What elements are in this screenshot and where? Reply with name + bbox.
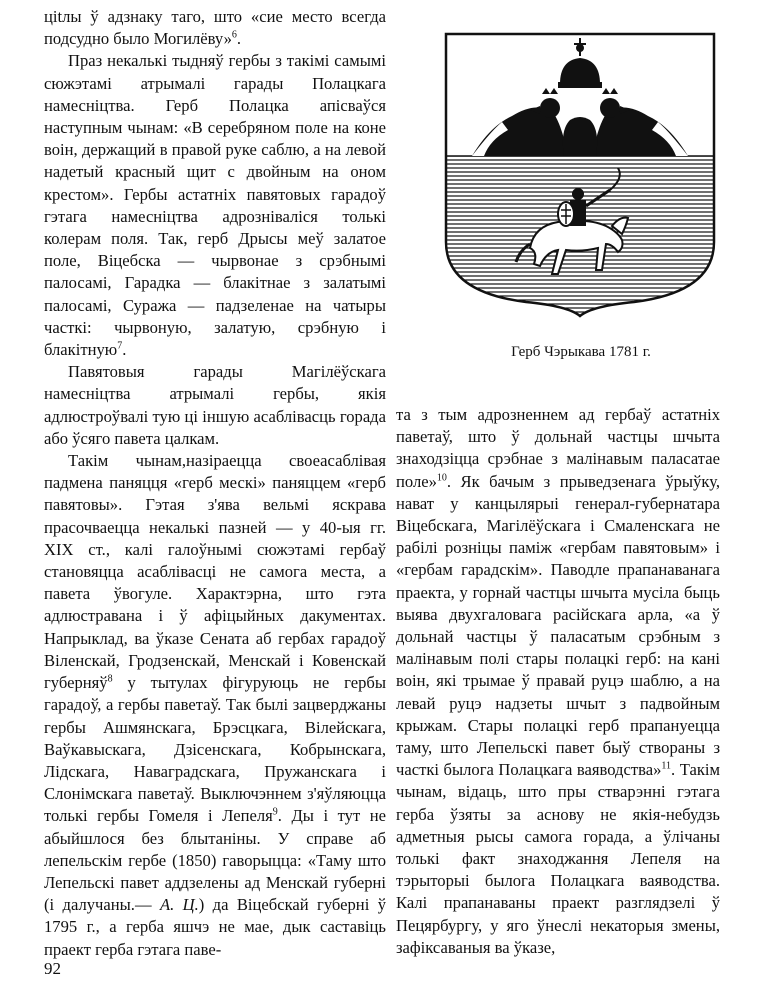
paragraph-text: . Як бачым з прыведзенага ўрыўку, нават у канцылярыі генерал-губернатара Віцебскага, Магілёўскага і Смаленскага не рабілі розніцы паміж «гербам павятовым» і «гербам гарадскім». Паводле прапанаванага праекта, у горнай частцы шчыта мусіла быць выява двухгаловага расійскага арла, «а ў дольнай частцы ў паласатым срэбным з малінавым полі стары полацкі герб: на кані воін, які трымае ў правай руцэ шаблю, а на левай руцэ надзеты шчыт з падвойным крыжам. Стары полацкі герб прапануецца таму, што Лепельскі павет быў створаны з часткі былога Полацкага ваяводства» <box>396 471 720 780</box>
paragraph <box>44 450 386 961</box>
footnote-ref[interactable]: 8 <box>107 673 113 685</box>
paragraph-text: ) да Віцебскай губерні ў 1795 г., а герба яшчэ не мае, дык саставіць праект герба гэтага паве- <box>44 895 386 959</box>
footnote-ref[interactable]: 7 <box>117 340 123 352</box>
paragraph <box>44 6 386 50</box>
paragraph-text: . <box>122 340 127 360</box>
paragraph-text: . <box>236 29 242 49</box>
right-column <box>396 404 720 959</box>
paragraph-text: ціtлы ў адзнаку таго, што «сие место всегда подсудно было Могилёву» <box>44 7 386 49</box>
paragraph: Павятовыя гарады Магілёўскага намесніцтва атрымалі гербы, якія адлюстроўвалі тую ці іншую асаблівасць горада або ўсяго павета цалкам. <box>44 362 386 448</box>
footnote-ref[interactable]: 10 <box>436 472 447 484</box>
paragraph <box>44 50 386 361</box>
paragraph-text: . Ды і тут не абыйшлося без блытаніны. У справе аб лепельскім гербе (1850) гаворыцца: «Таму што Лепельскі павет аддзелены ад Менскай губерні (і далучаны.— <box>44 806 386 915</box>
page-number: 92 <box>44 959 61 978</box>
paragraph-text: у тытулах фігуруюць не гербы гарадоў, а гербы паветаў. Так былі зацверджаны гербы Ашмянскага, Брэсцкага, Вілейскага, Ваўкавыскага, Дзісенскага, Кобрынскага, Лідскага, Наваградскага, Пружанскага і Слонімскага паветаў. Выключэннем з'яўляюцца толькі гербы Гомеля і Лепеля <box>44 673 386 826</box>
author-initials: А. Ц. <box>159 895 199 915</box>
footnote-ref[interactable]: 9 <box>272 806 278 818</box>
paragraph-text: Такім чынам,назіраецца своеасаблівая падмена паняцця «герб мескі» паняццем «герб павятовы». Гэтая з'ява вельмі яскрава прасочваецца некалькі пазней — у 40-ыя гг. XIX ст., калі галоўнымі сюжэтамі гербаў становяцца асаблівасці не самога места, а павета ўвогуле. Характэрна, што гэта адлюстравана і ў афіцыйных дакументах. Напрыклад, ва ўказе Сената аб гербах гарадоў Віленскай, Гродзенскай, Менскай і Ковенскай губерняў <box>44 451 386 693</box>
paragraph <box>396 404 720 959</box>
footnote-ref[interactable]: 11 <box>661 760 672 772</box>
footnote-ref[interactable]: 6 <box>231 29 237 41</box>
paragraph-text: та з тым адрозненнем ад гербаў астатніх паветаў, што ў дольнай частцы шчыта знаходзіцца срэбнае з малінавым паласатае поле» <box>396 405 720 491</box>
coat-of-arms-figure <box>442 30 718 318</box>
coat-of-arms-icon <box>442 30 718 318</box>
figure-caption: Герб Чэрыкава 1781 г. <box>511 344 651 360</box>
paragraph-text: . Такім чынам, відаць, што пры стварэнні гэтага герба ўзяты за аснову не якія-небудзь адметныя рысы самога горада, а ўлічаны толькі факт знаходжання Лепеля на тэрыторыі былога Полацкага ваяводства. Калі прапанаваны праект разглядзелі ў Пецярбургу, у яго ўнеслі некаторыя змены, зафіксаваныя ва ўказе, <box>396 760 720 957</box>
left-column <box>44 6 386 961</box>
paragraph-text: Праз некалькі тыдняў гербы з такімі самымі сюжэтамі атрымалі гарады Полацкага намесніцтва. Герб Полацка апісваўся наступным чынам: «В серебряном поле на коне воін, держащий в правой руке саблю, а на левой надетый красный щит с двойным на оном крестом». Гербы астатніх павятовых гарадоў гэтага намесніцтва адрозніваліся толькі колерам поля. Так, герб Дрысы меў залатое поле, Віцебска — чырвонае з срэбнымі палосамі, Гарадка — блакітнае з залатымі палосамі, Суража — падзеленае на чатыры часткі: чырвоную, залатую, срэбную і блакітную <box>44 51 386 360</box>
